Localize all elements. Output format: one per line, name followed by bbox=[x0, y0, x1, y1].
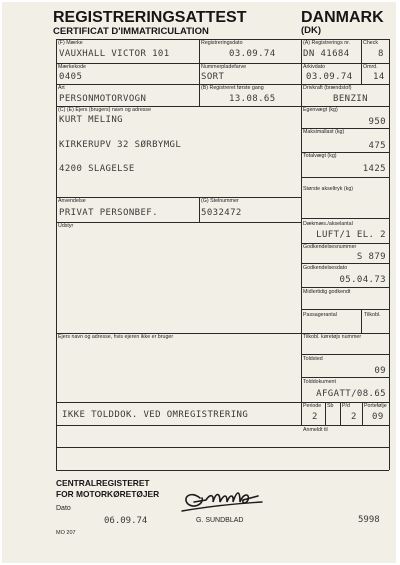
tire-axle-label: Dækmæs./akselantal bbox=[303, 221, 353, 227]
chassis-number-label: (G) Stelnummer bbox=[201, 198, 239, 204]
first-registered-label: (B) Registreret første gang bbox=[201, 85, 264, 91]
area-label: Omrd. bbox=[363, 64, 378, 70]
owner-label: (C) (E) Ejers (brugers) navn og adresse bbox=[58, 107, 152, 113]
make-label: (F) Mærke bbox=[58, 40, 83, 46]
customs-document-label: Tolddokument bbox=[303, 379, 336, 385]
usage-label: Anvendelse bbox=[58, 198, 86, 204]
approval-date-value: 05.04.73 bbox=[339, 275, 386, 285]
portfolio-label: Portefølje bbox=[364, 403, 387, 409]
document-subtitle: CERTIFICAT D'IMMATRICULATION bbox=[53, 26, 209, 37]
archive-date-value: 03.09.74 bbox=[306, 72, 353, 82]
issue-date-value: 06.09.74 bbox=[104, 516, 148, 526]
date-label: Dato bbox=[56, 505, 71, 512]
first-registered-value: 13.08.65 bbox=[229, 94, 276, 104]
period-label: Periode bbox=[303, 403, 322, 409]
issuer-line-1: CENTRALREGISTERET bbox=[56, 478, 150, 488]
owner-name: KURT MELING bbox=[59, 115, 124, 125]
pd-label: P/d bbox=[342, 403, 350, 409]
portfolio-value: 09 bbox=[372, 412, 384, 422]
fuel-value: BENZIN bbox=[333, 94, 368, 104]
area-value: 14 bbox=[373, 72, 385, 82]
equipment-label: Udstyr bbox=[58, 223, 74, 229]
registration-date-value: 03.09.74 bbox=[229, 49, 276, 59]
chassis-number-value: 5032472 bbox=[201, 208, 242, 218]
total-weight-label: Totalvægt (kg) bbox=[303, 153, 337, 159]
period-value: 2 bbox=[312, 412, 318, 422]
plate-color-label: Nummerpladefarve bbox=[201, 64, 247, 70]
curb-weight-value: 950 bbox=[368, 117, 386, 127]
passenger-count-label: Passagerantal bbox=[303, 312, 337, 318]
plate-color-value: SORT bbox=[201, 72, 225, 82]
registration-date-label: Registreringsdato bbox=[201, 40, 243, 46]
tire-axle-value: LUFT/1 EL. 2 bbox=[316, 230, 386, 240]
curb-weight-label: Egenvægt (kg) bbox=[303, 107, 338, 113]
country-code: (DK) bbox=[301, 25, 322, 36]
customs-remark: IKKE TOLDDOK. VED OMREGISTRERING bbox=[62, 410, 249, 420]
customs-office-value: 09 bbox=[374, 366, 386, 376]
check-label: Check bbox=[363, 40, 379, 46]
max-load-label: Maksimallast (kg) bbox=[303, 129, 345, 135]
approval-number-value: S 879 bbox=[356, 252, 386, 262]
usage-value: PRIVAT PERSONBEF. bbox=[59, 208, 158, 218]
make-code-label: Mærkekode bbox=[58, 64, 86, 70]
type-value: PERSONMOTORVOGN bbox=[59, 94, 147, 104]
owner-if-not-user-label: Ejers navn og adresse, hvis ejeren ikke er bruger bbox=[58, 334, 174, 340]
type-label: Art bbox=[58, 85, 65, 91]
trailer-vehicle-number-label: Tilkobl. køretøjs nummer bbox=[303, 334, 362, 340]
issuer-line-2: FOR MOTORKØRETØJER bbox=[56, 489, 160, 499]
trailer-label: Tilkobl. bbox=[364, 312, 381, 318]
approval-number-label: Godkendelsesnummer bbox=[303, 244, 357, 250]
stamp-number: 5998 bbox=[358, 515, 380, 525]
owner-city: 4200 SLAGELSE bbox=[59, 164, 135, 174]
signature-graphic bbox=[180, 484, 265, 518]
make-value: VAUXHALL VICTOR 101 bbox=[59, 49, 170, 59]
registration-number-value: DN 41684 bbox=[303, 49, 350, 59]
approval-date-label: Godkendelsesdato bbox=[303, 265, 348, 271]
form-code: MO 207 bbox=[56, 530, 76, 536]
total-weight-value: 1425 bbox=[362, 164, 386, 174]
max-axle-load-label: Største akseltryk (kg) bbox=[303, 186, 354, 192]
max-load-value: 475 bbox=[368, 141, 386, 151]
document-title: REGISTRERINGSATTEST bbox=[53, 9, 247, 26]
signatory-name: G. SUNDBLAD bbox=[196, 517, 244, 524]
make-code-value: 0405 bbox=[59, 72, 83, 82]
fuel-label: Drivkraft (brændstof) bbox=[303, 85, 352, 91]
sb-label: Sb bbox=[327, 403, 334, 409]
registration-number-label: (A) Registrerings nr. bbox=[303, 40, 351, 46]
temporary-approval-label: Midlertidig godkendt bbox=[303, 289, 351, 295]
check-value: 8 bbox=[378, 49, 384, 59]
owner-address: KIRKERUPV 32 SØRBYMGL bbox=[59, 140, 182, 150]
customs-office-label: Toldsted bbox=[303, 356, 323, 362]
pd-value: 2 bbox=[351, 412, 357, 422]
reported-to-label: Anmeldt til bbox=[303, 427, 328, 433]
customs-document-value: AFGATT/08.65 bbox=[316, 389, 386, 399]
archive-date-label: Arkivdato bbox=[303, 64, 326, 70]
country-name: DANMARK bbox=[301, 9, 384, 26]
